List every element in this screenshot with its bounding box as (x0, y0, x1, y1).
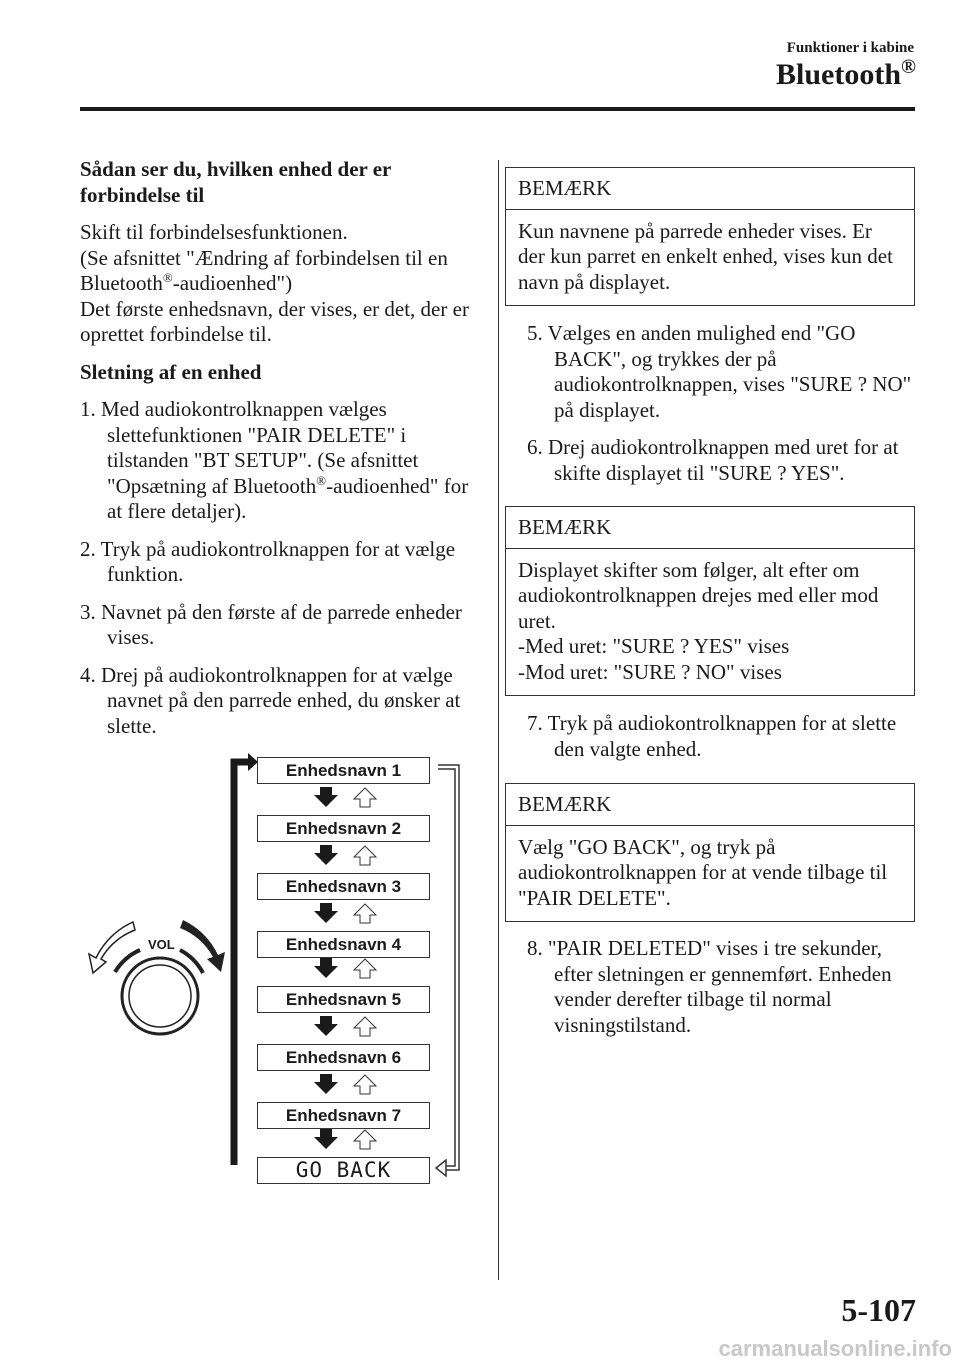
section-heading-delete: Sletning af en enhed (80, 359, 262, 384)
device-name-display: Enhedsnavn 3 (257, 873, 430, 900)
up-arrow-icon (354, 1017, 376, 1036)
up-arrow-icon (354, 959, 376, 978)
step-4: 4. Drej på audiokontrolknappen for at vælge navnet på den parrede enhed, du ønsker at slette. (80, 662, 461, 738)
down-arrow-icon (314, 958, 338, 978)
step-5: 5. Vælges en anden mulighed end "GO BACK", og trykkes der på audiokontrolknappen, vises "SURE ? NO" på displayet. (527, 321, 912, 422)
up-arrow-icon (354, 846, 376, 865)
paragraph: Skift til forbindelsesfunktionen. (Se afsnittet "Ændring af forbindelsen til en Bluetooth®-audioenhed") Det første enhedsnavn, der vises, er det, der er oprettet forbindelse til. (80, 220, 469, 346)
note-title: BEMÆRK (506, 784, 914, 826)
down-arrow-icon (314, 845, 338, 865)
down-arrow-icon (314, 1074, 338, 1094)
down-arrow-icon (314, 787, 338, 807)
registered-mark: ® (901, 56, 916, 78)
down-arrow-icon (314, 1016, 338, 1036)
note-body: Vælg "GO BACK", og tryk på audiokontrolknappen for at vende tilbage til "PAIR DELETE". (518, 834, 888, 910)
right-steps-c (527, 936, 915, 1050)
step-2: 2. Tryk på audiokontrolknappen for at vælge funktion. (80, 536, 456, 586)
device-name-display: Enhedsnavn 5 (257, 986, 430, 1013)
note-title: BEMÆRK (506, 168, 914, 210)
device-name-display: Enhedsnavn 1 (257, 757, 430, 784)
note-body: Kun navnene på parrede enheder vises. Er der kun parret en enkelt enhed, vises kun det navn på displayet. (518, 218, 893, 294)
note-box-3 (505, 783, 915, 922)
up-arrow-icon (354, 1075, 376, 1094)
note-title: BEMÆRK (506, 507, 914, 549)
vol-label: VOL (148, 937, 175, 952)
note-body: Displayet skifter som følger, alt efter om audiokontrolknappen drejes med eller mod uret. -Med uret: "SURE ? YES" vises -Mod uret: "SURE ? NO" vises (518, 557, 879, 684)
up-arrow-icon (354, 904, 376, 923)
go-back-display: GO BACK (257, 1157, 430, 1184)
note-box-1 (505, 167, 915, 306)
watermark: carmanualsonline.info (718, 1336, 952, 1361)
device-name-display: Enhedsnavn 2 (257, 815, 430, 842)
step-7: 7. Tryk på audiokontrolknappen for at slette den valgte enhed. (527, 711, 897, 761)
step-3: 3. Navnet på den første af de parrede enheder vises. (80, 599, 462, 649)
up-arrow-icon (354, 1130, 376, 1149)
page-number: 5-107 (841, 1292, 916, 1328)
note-box-2 (505, 506, 915, 696)
device-name-display: Enhedsnavn 6 (257, 1044, 430, 1071)
step-8: 8. "PAIR DELETED" vises i tre sekunder, efter sletningen er gennemført. Enheden vender derefter tilbage til normal visningstilstand. (527, 936, 892, 1037)
up-arrow-icon (354, 788, 376, 807)
device-name-display: Enhedsnavn 4 (257, 931, 430, 958)
right-steps-a (527, 321, 915, 498)
section-title: Funktioner i kabine (786, 40, 914, 56)
down-arrow-icon (314, 1129, 338, 1149)
step-6: 6. Drej audiokontrolknappen med uret for at skifte displayet til "SURE ? YES". (527, 435, 899, 485)
section-heading: Sådan ser du, hvilken enhed der er forbindelse til (80, 157, 391, 207)
right-steps-b (527, 711, 915, 774)
down-arrow-icon (314, 903, 338, 923)
step-1: 1. Med audiokontrolknappen vælges slettefunktionen "PAIR DELETE" i tilstanden "BT SETUP". (Se afsnittet "Opsætning af Bluetooth®-audioenhed" for at flere detaljer). (80, 397, 469, 523)
title-text: Bluetooth (776, 58, 902, 91)
device-name-display: Enhedsnavn 7 (257, 1102, 430, 1129)
